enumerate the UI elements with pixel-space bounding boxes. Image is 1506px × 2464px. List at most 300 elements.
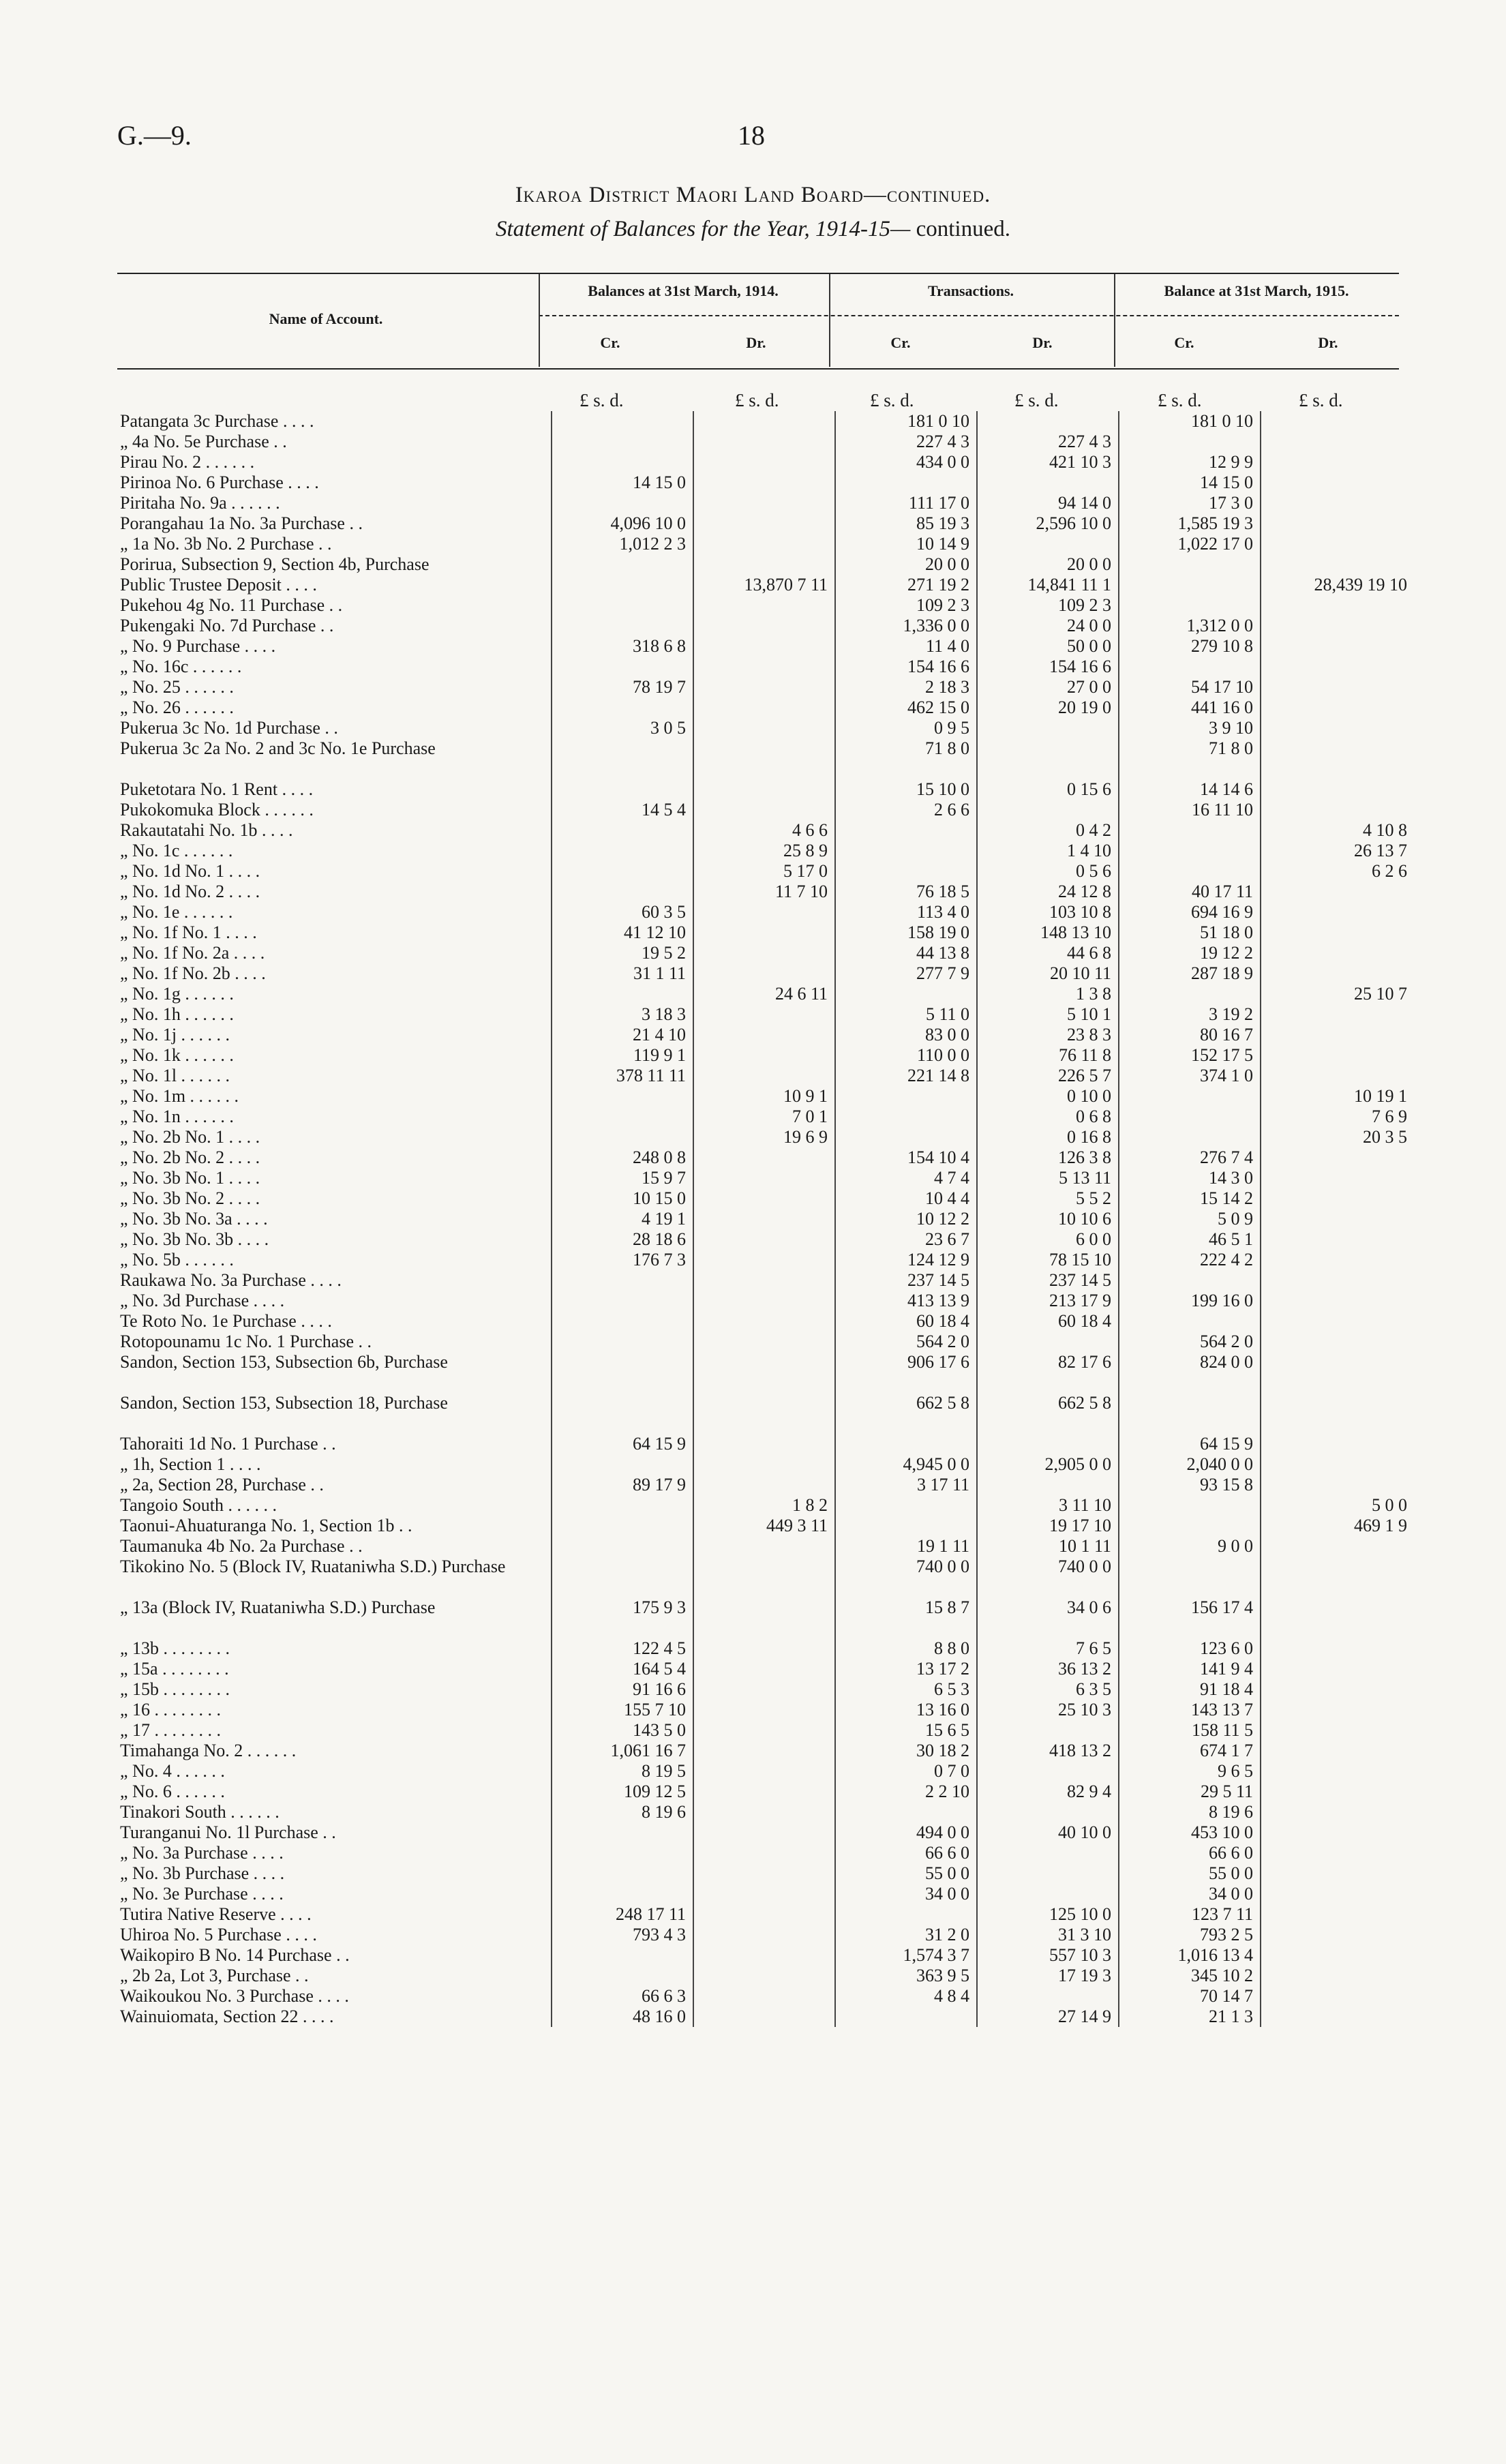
amount-dr-1914 xyxy=(693,493,835,513)
amount-cr-1914: 8 19 6 xyxy=(552,1802,693,1822)
table-row xyxy=(117,1557,1414,1597)
amount-dr-1914: 1 8 2 xyxy=(693,1495,835,1516)
table-row xyxy=(117,1495,1414,1516)
amount-cr-transactions: 662 5 8 xyxy=(835,1393,977,1434)
amount-dr-1914 xyxy=(693,1679,835,1700)
amount-dr-1914 xyxy=(693,1638,835,1659)
amount-dr-1914 xyxy=(693,1945,835,1966)
amount-cr-transactions: 30 18 2 xyxy=(835,1741,977,1761)
amount-dr-1914 xyxy=(693,1066,835,1086)
amount-cr-1915: 156 17 4 xyxy=(1119,1597,1261,1638)
amount-cr-1915: 123 7 11 xyxy=(1119,1904,1261,1925)
amount-cr-1914: 143 5 0 xyxy=(552,1720,693,1741)
amount-dr-1915 xyxy=(1261,554,1414,575)
amount-dr-1914 xyxy=(693,1454,835,1475)
table-row xyxy=(117,616,1414,636)
account-name: Waikoukou No. 3 Purchase . . . . xyxy=(120,1986,349,2006)
amount-cr-transactions: 113 4 0 xyxy=(835,902,977,922)
amount-dr-transactions: 6 3 5 xyxy=(977,1679,1119,1700)
amount-dr-1915 xyxy=(1261,616,1414,636)
account-name: „ No. 2b No. 1 . . . . xyxy=(120,1127,260,1147)
amount-dr-transactions: 27 14 9 xyxy=(977,2007,1119,2027)
amount-dr-1914 xyxy=(693,697,835,718)
amount-dr-transactions xyxy=(977,800,1119,820)
amount-cr-1915: 15 14 2 xyxy=(1119,1188,1261,1209)
amount-cr-1914 xyxy=(552,1086,693,1107)
amount-dr-1915 xyxy=(1261,1291,1414,1311)
amount-cr-transactions: 109 2 3 xyxy=(835,595,977,616)
amount-dr-transactions xyxy=(977,1884,1119,1904)
amount-dr-1915 xyxy=(1261,595,1414,616)
amount-cr-1914 xyxy=(552,1495,693,1516)
amount-cr-1914 xyxy=(552,1822,693,1843)
amount-cr-1915: 12 9 9 xyxy=(1119,452,1261,472)
table-row xyxy=(117,1536,1414,1557)
table-row xyxy=(117,1679,1414,1700)
amount-cr-1915 xyxy=(1119,1107,1261,1127)
amount-cr-1914: 248 17 11 xyxy=(552,1904,693,1925)
amount-dr-1914 xyxy=(693,1434,835,1454)
amount-dr-1914 xyxy=(693,534,835,554)
amount-cr-1915: 21 1 3 xyxy=(1119,2007,1261,2027)
table-row xyxy=(117,1863,1414,1884)
account-name: „ 2b 2a, Lot 3, Purchase . . xyxy=(120,1966,309,1985)
account-name: „ No. 2b No. 2 . . . . xyxy=(120,1147,260,1167)
account-name: „ No. 3a Purchase . . . . xyxy=(120,1843,284,1863)
table-row xyxy=(117,1393,1414,1434)
amount-dr-1914 xyxy=(693,1045,835,1066)
amount-cr-1914: 1,012 2 3 xyxy=(552,534,693,554)
amount-cr-1914: 91 16 6 xyxy=(552,1679,693,1700)
amount-dr-1914 xyxy=(693,1393,835,1434)
account-name: „ No. 1g . . . . . . xyxy=(120,984,234,1004)
amount-dr-1915 xyxy=(1261,1720,1414,1741)
amount-cr-1915: 279 10 8 xyxy=(1119,636,1261,657)
amount-dr-1914 xyxy=(693,657,835,677)
amount-cr-1914: 60 3 5 xyxy=(552,902,693,922)
amount-cr-1915: 1,585 19 3 xyxy=(1119,513,1261,534)
amount-dr-1914 xyxy=(693,1168,835,1188)
amount-cr-1914: 15 9 7 xyxy=(552,1168,693,1188)
table-row xyxy=(117,1352,1414,1393)
amount-cr-1914: 3 0 5 xyxy=(552,718,693,738)
amount-dr-1914 xyxy=(693,1986,835,2007)
amount-dr-1915 xyxy=(1261,452,1414,472)
column-header-cr-1915: Cr. xyxy=(1174,334,1194,351)
amount-cr-transactions xyxy=(835,1086,977,1107)
amount-dr-1914: 25 8 9 xyxy=(693,841,835,861)
table-row xyxy=(117,1107,1414,1127)
table-row xyxy=(117,1700,1414,1720)
amount-dr-1914: 11 7 10 xyxy=(693,882,835,902)
amount-dr-1914: 19 6 9 xyxy=(693,1127,835,1147)
amount-dr-1914 xyxy=(693,922,835,943)
amount-cr-1915: 64 15 9 xyxy=(1119,1434,1261,1454)
amount-dr-1915 xyxy=(1261,963,1414,984)
amount-cr-transactions: 271 19 2 xyxy=(835,575,977,595)
units-dr-transactions: £ s. d. xyxy=(1014,390,1059,410)
table-row xyxy=(117,411,1414,432)
amount-dr-transactions: 78 15 10 xyxy=(977,1250,1119,1270)
amount-cr-transactions: 462 15 0 xyxy=(835,697,977,718)
amount-cr-1914: 21 4 10 xyxy=(552,1025,693,1045)
amount-cr-1915: 123 6 0 xyxy=(1119,1638,1261,1659)
amount-cr-1915: 199 16 0 xyxy=(1119,1291,1261,1311)
account-name: Timahanga No. 2 . . . . . . xyxy=(120,1741,297,1760)
table-row xyxy=(117,472,1414,493)
subtitle-plain: continued. xyxy=(916,217,1010,241)
table-row xyxy=(117,1229,1414,1250)
amount-dr-1915 xyxy=(1261,1209,1414,1229)
amount-dr-transactions xyxy=(977,1720,1119,1741)
table-row xyxy=(117,1720,1414,1741)
amount-cr-1914 xyxy=(552,1945,693,1966)
amount-dr-1915 xyxy=(1261,1270,1414,1291)
table-row xyxy=(117,820,1414,841)
amount-dr-transactions xyxy=(977,472,1119,493)
amount-cr-1914 xyxy=(552,575,693,595)
amount-cr-1914 xyxy=(552,820,693,841)
amount-dr-1914 xyxy=(693,1352,835,1393)
amount-cr-1915 xyxy=(1119,1557,1261,1597)
amount-dr-1914 xyxy=(693,1659,835,1679)
amount-dr-transactions: 94 14 0 xyxy=(977,493,1119,513)
amount-cr-1914: 66 6 3 xyxy=(552,1986,693,2007)
amount-cr-1915 xyxy=(1119,432,1261,452)
amount-cr-transactions: 83 0 0 xyxy=(835,1025,977,1045)
amount-dr-1915 xyxy=(1261,943,1414,963)
units-dr-1915: £ s. d. xyxy=(1299,390,1343,410)
amount-cr-1915 xyxy=(1119,1393,1261,1434)
amount-cr-1915: 287 18 9 xyxy=(1119,963,1261,984)
amount-dr-transactions: 10 10 6 xyxy=(977,1209,1119,1229)
amount-cr-1915 xyxy=(1119,1270,1261,1291)
account-name: Porangahau 1a No. 3a Purchase . . xyxy=(120,513,363,533)
table-row xyxy=(117,1741,1414,1761)
amount-cr-1915: 14 14 6 xyxy=(1119,779,1261,800)
amount-dr-1914: 24 6 11 xyxy=(693,984,835,1004)
amount-cr-transactions: 154 10 4 xyxy=(835,1147,977,1168)
amount-cr-transactions: 5 11 0 xyxy=(835,1004,977,1025)
units-cr-1914: £ s. d. xyxy=(579,390,624,410)
amount-cr-1915: 93 15 8 xyxy=(1119,1475,1261,1495)
amount-cr-1915 xyxy=(1119,984,1261,1004)
amount-dr-transactions: 36 13 2 xyxy=(977,1659,1119,1679)
amount-dr-1915 xyxy=(1261,1004,1414,1025)
amount-dr-1914 xyxy=(693,636,835,657)
amount-dr-1915 xyxy=(1261,1229,1414,1250)
amount-cr-1914 xyxy=(552,882,693,902)
account-name: Turanganui No. 1l Purchase . . xyxy=(120,1822,336,1842)
amount-dr-1914: 10 9 1 xyxy=(693,1086,835,1107)
table-row xyxy=(117,1475,1414,1495)
account-name: „ 4a No. 5e Purchase . . xyxy=(120,432,287,451)
account-name: Sandon, Section 153, Subsection 6b, Purchase xyxy=(120,1352,448,1372)
column-header-balances-1914: Balances at 31st March, 1914. xyxy=(588,282,779,299)
amount-dr-1915 xyxy=(1261,1904,1414,1925)
amount-cr-1914: 176 7 3 xyxy=(552,1250,693,1270)
amount-cr-transactions: 181 0 10 xyxy=(835,411,977,432)
account-name: „ 13b . . . . . . . . xyxy=(120,1638,230,1658)
amount-cr-1915 xyxy=(1119,554,1261,575)
account-name: „ 1h, Section 1 . . . . xyxy=(120,1454,261,1474)
amount-cr-1915: 2,040 0 0 xyxy=(1119,1454,1261,1475)
amount-dr-1914 xyxy=(693,2007,835,2027)
amount-cr-transactions: 413 13 9 xyxy=(835,1291,977,1311)
amount-cr-1915: 143 13 7 xyxy=(1119,1700,1261,1720)
account-name: „ 15a . . . . . . . . xyxy=(120,1659,229,1679)
amount-dr-1915 xyxy=(1261,1822,1414,1843)
amount-dr-transactions: 19 17 10 xyxy=(977,1516,1119,1536)
amount-dr-transactions: 421 10 3 xyxy=(977,452,1119,472)
subtitle-italic: Statement of Balances for the Year, 1914-15— xyxy=(496,217,911,241)
amount-cr-1915: 70 14 7 xyxy=(1119,1986,1261,2007)
table-row xyxy=(117,1291,1414,1311)
amount-cr-1915: 152 17 5 xyxy=(1119,1045,1261,1066)
table-row xyxy=(117,943,1414,963)
amount-dr-1914 xyxy=(693,738,835,779)
amount-dr-1915 xyxy=(1261,432,1414,452)
amount-cr-1915 xyxy=(1119,657,1261,677)
amount-dr-transactions: 418 13 2 xyxy=(977,1741,1119,1761)
amount-cr-1914 xyxy=(552,1107,693,1127)
table-row xyxy=(117,963,1414,984)
amount-dr-1914 xyxy=(693,943,835,963)
table-row xyxy=(117,1966,1414,1986)
amount-cr-1915: 29 5 11 xyxy=(1119,1782,1261,1802)
column-header-cr-transactions: Cr. xyxy=(890,334,911,351)
amount-dr-1915: 28,439 19 10 xyxy=(1261,575,1414,595)
amount-cr-1914: 48 16 0 xyxy=(552,2007,693,2027)
amount-cr-transactions: 4 7 4 xyxy=(835,1168,977,1188)
amount-cr-transactions: 11 4 0 xyxy=(835,636,977,657)
amount-dr-1915 xyxy=(1261,472,1414,493)
amount-dr-transactions: 1 3 8 xyxy=(977,984,1119,1004)
amount-dr-1914 xyxy=(693,1557,835,1597)
amount-cr-transactions: 71 8 0 xyxy=(835,738,977,779)
table-row xyxy=(117,1045,1414,1066)
amount-cr-transactions: 8 8 0 xyxy=(835,1638,977,1659)
amount-dr-1915 xyxy=(1261,697,1414,718)
amount-cr-1914: 318 6 8 xyxy=(552,636,693,657)
amount-dr-1915 xyxy=(1261,882,1414,902)
table-row xyxy=(117,1270,1414,1291)
amount-cr-1915: 14 3 0 xyxy=(1119,1168,1261,1188)
amount-dr-transactions: 23 8 3 xyxy=(977,1025,1119,1045)
amount-dr-1914 xyxy=(693,1925,835,1945)
amount-dr-1915 xyxy=(1261,1045,1414,1066)
amount-dr-transactions: 44 6 8 xyxy=(977,943,1119,963)
amount-dr-1914 xyxy=(693,452,835,472)
amount-dr-1914 xyxy=(693,800,835,820)
table-row xyxy=(117,1025,1414,1045)
amount-dr-1914: 7 0 1 xyxy=(693,1107,835,1127)
page-title: Ikaroa District Maori Land Board—continued. xyxy=(515,183,991,207)
amount-dr-1914 xyxy=(693,1025,835,1045)
amount-dr-1915 xyxy=(1261,902,1414,922)
amount-dr-transactions: 24 0 0 xyxy=(977,616,1119,636)
amount-dr-1914 xyxy=(693,963,835,984)
table-row xyxy=(117,1843,1414,1863)
table-row xyxy=(117,1434,1414,1454)
amount-cr-transactions: 158 19 0 xyxy=(835,922,977,943)
amount-cr-1914: 8 19 5 xyxy=(552,1761,693,1782)
amount-cr-transactions: 4,945 0 0 xyxy=(835,1454,977,1475)
amount-dr-1914 xyxy=(693,1966,835,1986)
amount-cr-1914 xyxy=(552,554,693,575)
column-header-cr-1914: Cr. xyxy=(600,334,620,351)
amount-cr-1914: 89 17 9 xyxy=(552,1475,693,1495)
header-vrule-1 xyxy=(539,274,540,367)
amount-cr-1914: 10 15 0 xyxy=(552,1188,693,1209)
amount-dr-1915 xyxy=(1261,922,1414,943)
amount-dr-1915 xyxy=(1261,657,1414,677)
table-row xyxy=(117,841,1414,861)
account-name: „ 2a, Section 28, Purchase . . xyxy=(120,1475,324,1494)
amount-cr-transactions: 20 0 0 xyxy=(835,554,977,575)
amount-cr-transactions: 85 19 3 xyxy=(835,513,977,534)
amount-cr-1914 xyxy=(552,432,693,452)
account-name: Piritaha No. 9a . . . . . . xyxy=(120,493,280,513)
amount-cr-1914: 1,061 16 7 xyxy=(552,1741,693,1761)
amount-cr-transactions: 2 6 6 xyxy=(835,800,977,820)
amount-dr-1915 xyxy=(1261,1986,1414,2007)
amount-cr-transactions: 110 0 0 xyxy=(835,1045,977,1066)
amount-cr-transactions: 237 14 5 xyxy=(835,1270,977,1291)
amount-cr-transactions: 13 17 2 xyxy=(835,1659,977,1679)
account-name: Public Trustee Deposit . . . . xyxy=(120,575,317,595)
account-name: Tinakori South . . . . . . xyxy=(120,1802,280,1822)
amount-cr-1915: 674 1 7 xyxy=(1119,1741,1261,1761)
amount-cr-1914: 3 18 3 xyxy=(552,1004,693,1025)
amount-dr-1915 xyxy=(1261,1025,1414,1045)
amount-dr-1915 xyxy=(1261,1761,1414,1782)
amount-dr-1914 xyxy=(693,1209,835,1229)
account-name: „ No. 1l . . . . . . xyxy=(120,1066,230,1085)
amount-cr-transactions: 60 18 4 xyxy=(835,1311,977,1332)
amount-dr-1915 xyxy=(1261,1188,1414,1209)
amount-cr-1915: 51 18 0 xyxy=(1119,922,1261,943)
amount-dr-transactions: 557 10 3 xyxy=(977,1945,1119,1966)
amount-dr-transactions: 5 13 11 xyxy=(977,1168,1119,1188)
amount-dr-1914 xyxy=(693,1332,835,1352)
table-row xyxy=(117,800,1414,820)
amount-cr-1914: 78 19 7 xyxy=(552,677,693,697)
account-name: „ No. 1c . . . . . . xyxy=(120,841,233,860)
amount-dr-transactions: 14,841 11 1 xyxy=(977,575,1119,595)
amount-dr-1915 xyxy=(1261,513,1414,534)
amount-cr-transactions xyxy=(835,1107,977,1127)
amount-cr-transactions xyxy=(835,841,977,861)
account-name: „ No. 1j . . . . . . xyxy=(120,1025,230,1045)
amount-dr-1915 xyxy=(1261,1700,1414,1720)
amount-dr-1915 xyxy=(1261,1536,1414,1557)
amount-dr-1914: 13,870 7 11 xyxy=(693,575,835,595)
amount-dr-transactions: 7 6 5 xyxy=(977,1638,1119,1659)
amount-dr-1914 xyxy=(693,513,835,534)
units-dr-1914: £ s. d. xyxy=(735,390,779,410)
amount-dr-transactions: 227 4 3 xyxy=(977,432,1119,452)
amount-dr-1915 xyxy=(1261,636,1414,657)
amount-cr-1914: 14 15 0 xyxy=(552,472,693,493)
amount-cr-1914: 109 12 5 xyxy=(552,1782,693,1802)
amount-dr-1914 xyxy=(693,1884,835,1904)
amount-cr-transactions: 13 16 0 xyxy=(835,1700,977,1720)
account-name: Puketotara No. 1 Rent . . . . xyxy=(120,779,314,799)
amount-cr-1915 xyxy=(1119,1495,1261,1516)
amount-cr-1914 xyxy=(552,1557,693,1597)
amount-cr-1915: 824 0 0 xyxy=(1119,1352,1261,1393)
header-top-rule xyxy=(117,273,1399,274)
amount-cr-1915: 17 3 0 xyxy=(1119,493,1261,513)
amount-cr-1915: 1,016 13 4 xyxy=(1119,1945,1261,1966)
amount-cr-1915: 5 0 9 xyxy=(1119,1209,1261,1229)
amount-cr-transactions: 23 6 7 xyxy=(835,1229,977,1250)
amount-cr-1915: 66 6 0 xyxy=(1119,1843,1261,1863)
table-row xyxy=(117,677,1414,697)
amount-cr-transactions: 277 7 9 xyxy=(835,963,977,984)
page-ref: G.—9. xyxy=(117,120,192,151)
amount-cr-1915: 1,022 17 0 xyxy=(1119,534,1261,554)
account-name: „ No. 3d Purchase . . . . xyxy=(120,1291,285,1310)
account-name: Pukengaki No. 7d Purchase . . xyxy=(120,616,334,635)
amount-cr-transactions: 10 14 9 xyxy=(835,534,977,554)
amount-cr-transactions: 494 0 0 xyxy=(835,1822,977,1843)
amount-cr-transactions: 55 0 0 xyxy=(835,1863,977,1884)
amount-dr-transactions: 2,905 0 0 xyxy=(977,1454,1119,1475)
account-name: „ No. 1n . . . . . . xyxy=(120,1107,234,1126)
amount-dr-1915 xyxy=(1261,1659,1414,1679)
account-name: „ No. 3b No. 1 . . . . xyxy=(120,1168,260,1188)
table-row xyxy=(117,657,1414,677)
amount-cr-1915: 3 19 2 xyxy=(1119,1004,1261,1025)
header-bottom-rule xyxy=(117,368,1399,370)
amount-dr-transactions: 0 15 6 xyxy=(977,779,1119,800)
amount-cr-1914 xyxy=(552,411,693,432)
amount-cr-transactions xyxy=(835,1127,977,1147)
account-name: Rakautatahi No. 1b . . . . xyxy=(120,820,293,840)
table-row xyxy=(117,718,1414,738)
amount-cr-1915: 3 9 10 xyxy=(1119,718,1261,738)
amount-cr-1915: 71 8 0 xyxy=(1119,738,1261,779)
amount-cr-1914: 14 5 4 xyxy=(552,800,693,820)
amount-cr-transactions: 0 9 5 xyxy=(835,718,977,738)
amount-cr-1915 xyxy=(1119,1311,1261,1332)
amount-dr-1914 xyxy=(693,718,835,738)
amount-cr-transactions: 10 12 2 xyxy=(835,1209,977,1229)
amount-dr-1914 xyxy=(693,432,835,452)
amount-dr-transactions: 0 16 8 xyxy=(977,1127,1119,1147)
amount-cr-transactions: 6 5 3 xyxy=(835,1679,977,1700)
amount-dr-1915 xyxy=(1261,1741,1414,1761)
account-name: „ No. 26 . . . . . . xyxy=(120,697,234,717)
amount-dr-transactions: 24 12 8 xyxy=(977,882,1119,902)
account-name: Patangata 3c Purchase . . . . xyxy=(120,411,314,431)
units-cr-1915: £ s. d. xyxy=(1158,390,1202,410)
amount-dr-transactions xyxy=(977,1863,1119,1884)
table-row xyxy=(117,779,1414,800)
amount-dr-1915 xyxy=(1261,1250,1414,1270)
column-header-transactions: Transactions. xyxy=(927,282,1014,299)
amount-cr-1914: 64 15 9 xyxy=(552,1434,693,1454)
amount-dr-1915: 20 3 5 xyxy=(1261,1127,1414,1147)
table-row xyxy=(117,1945,1414,1966)
amount-cr-1915 xyxy=(1119,1516,1261,1536)
amount-cr-1914: 41 12 10 xyxy=(552,922,693,943)
amount-dr-transactions: 60 18 4 xyxy=(977,1311,1119,1332)
amount-dr-1914: 5 17 0 xyxy=(693,861,835,882)
account-name: „ No. 3b No. 3b . . . . xyxy=(120,1229,269,1249)
